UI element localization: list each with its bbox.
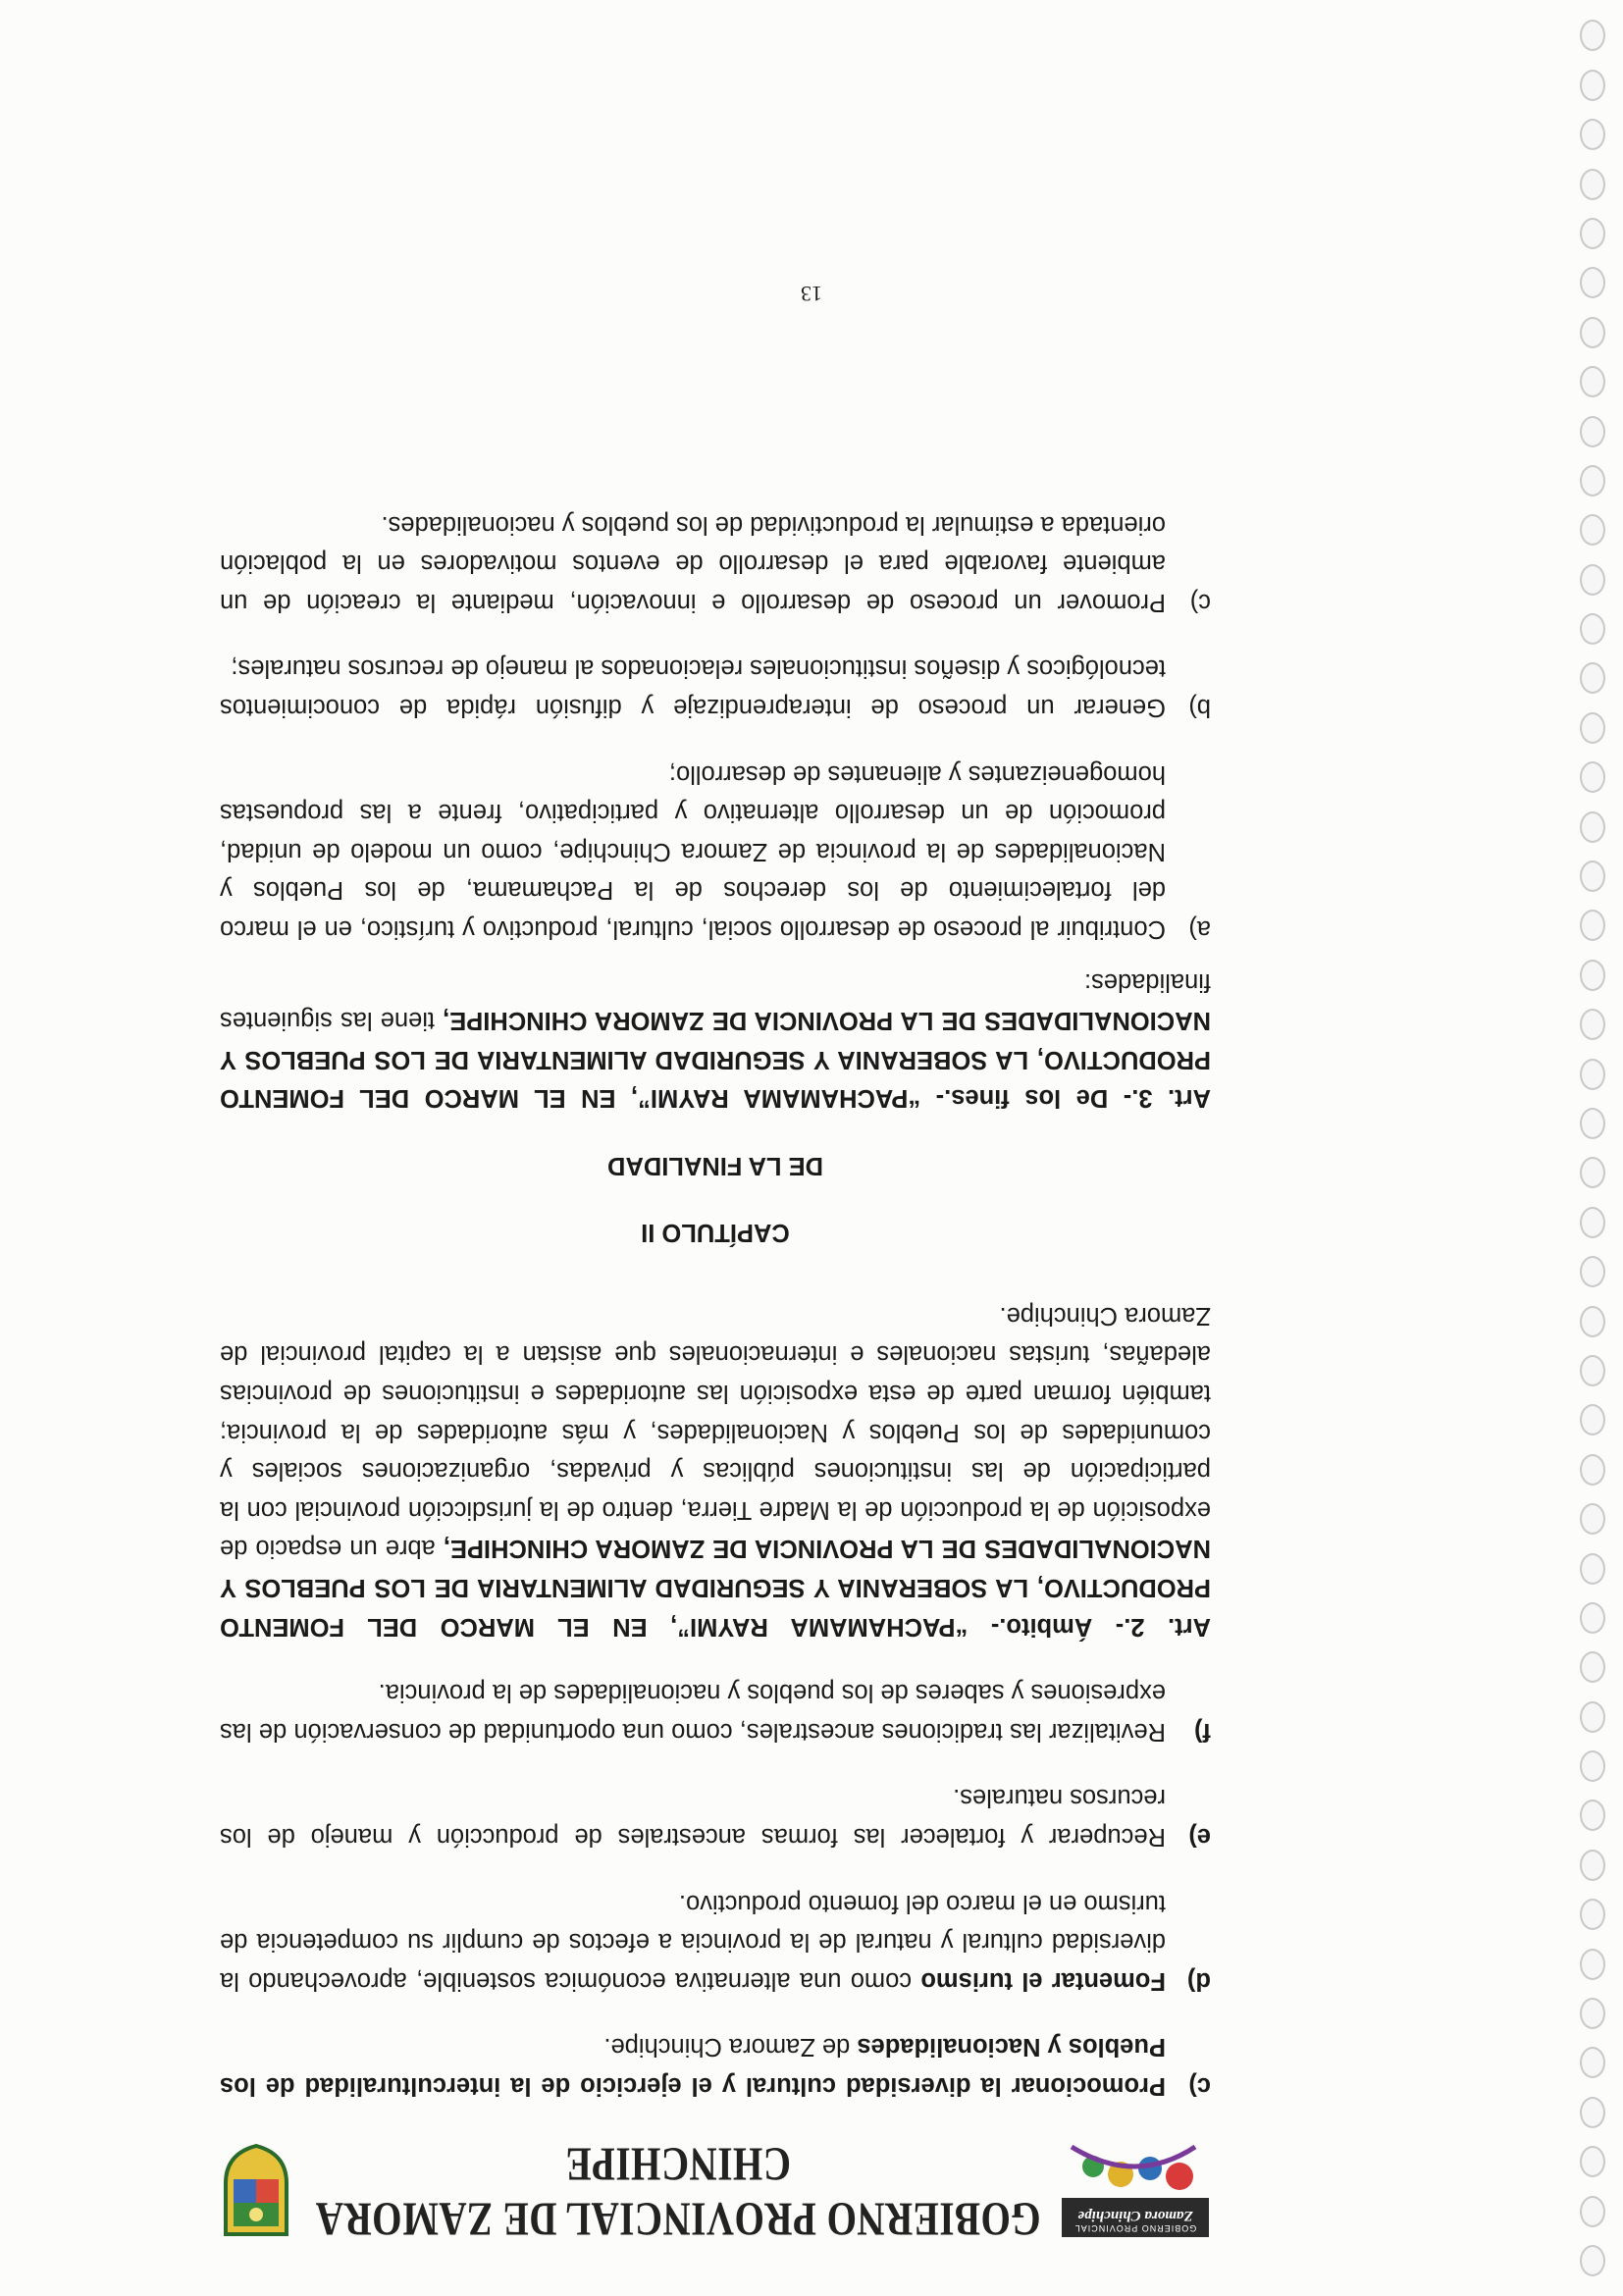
- list-item-text: [220, 2027, 1166, 2105]
- article-3-heading: Art. 3.- De los fines.- “PACHAMAMA RAYMI”, EN EL MARCO DEL FOMENTO PRODUCTIVO, LA SOBERANIA Y SEGURIDAD ALIMENTARIA DE LOS PUEBLOS Y NACIONALIDADES DE LA PROVINCIA DE ZAMORA CHINCHIPE,: [220, 1007, 1211, 1113]
- list-marker: b): [1188, 693, 1211, 721]
- list-item-rest: Recuperar y fortalecer las formas ancestrales de producción y manejo de los recursos naturales.: [220, 1784, 1166, 1852]
- binding-hole: [1580, 2245, 1605, 2276]
- list-item: [220, 1673, 1211, 1750]
- logo-subtitle: GOBIERNO PROVINCIAL: [1073, 2223, 1197, 2233]
- binding-hole: [1580, 2047, 1605, 2078]
- article-3-body: tiene las siguientes finalidades:: [220, 967, 1211, 1035]
- binding-hole: [1580, 960, 1605, 991]
- binding-hole: [1580, 1404, 1605, 1435]
- list-item-rest: Revitalizar las tradiciones ancestrales, como una oportunidad de conservación de las expresiones y saberes de los pueblos y nacionalidades de la provincia.: [220, 1679, 1166, 1746]
- list-item-text: [220, 1883, 1166, 2000]
- chapter-heading: CAPÍTULO II: [641, 1219, 790, 1247]
- list-item-text: Promover un proceso de desarrollo e innovación, mediante la creación de un ambiente favorable para el desarrollo de eventos motivadores en la población orientada a estimular la productividad de los pueblos y nacionalidades.: [220, 510, 1166, 616]
- header-title: GOBIERNO PROVINCIAL DE ZAMORA CHINCHIPE: [315, 2137, 1041, 2245]
- list-item: [220, 2027, 1211, 2105]
- page-header: [218, 2137, 1209, 2245]
- binding-hole: [1580, 712, 1605, 744]
- binding-hole: [1580, 1899, 1605, 1930]
- binding-hole: [1580, 1998, 1605, 2029]
- list-marker: f): [1194, 1717, 1211, 1746]
- article-2-body: abre un espacio de exposición de la producción de la Madre Tierra, dentro de la jurisdicción provincial con la participación de las instituciones públicas y privadas, organizaciones sociales y comunidades de los Pueblos y Nacionalidades, y más autoridades de la provincia; también forman parte de esta exposición las autoridades e instituciones de provincias aledañas, turistas nacionales e internacionales que asistan a la capital provincial de Zamora Chinchipe.: [220, 1301, 1211, 1563]
- list-item-text: [220, 1673, 1166, 1750]
- binding-hole: [1580, 2146, 1605, 2177]
- list-marker: e): [1188, 1823, 1211, 1852]
- binding-hole: [1580, 1503, 1605, 1535]
- binding-hole: [1580, 1651, 1605, 1683]
- binding-hole: [1580, 663, 1605, 695]
- binding-hole: [1580, 416, 1605, 447]
- list-item-lead: Promocionar la diversidad cultural y el ejercicio de la interculturalidad de los Pueblos y Nacionalidades: [220, 2033, 1166, 2100]
- list-marker: a): [1188, 914, 1211, 943]
- binding-hole: [1580, 613, 1605, 645]
- binding-hole: [1580, 366, 1605, 397]
- binding-hole: [1580, 169, 1605, 200]
- list-item: [220, 1883, 1211, 2000]
- binding-hole: [1580, 1750, 1605, 1782]
- binding-hole: [1580, 1454, 1605, 1486]
- page-number: 13: [801, 282, 822, 306]
- binding-hole: [1580, 2196, 1605, 2227]
- article-2: [220, 1295, 1211, 1644]
- government-logo-icon: [1062, 2137, 1209, 2245]
- list-item-rest: como una alternativa económica sostenible, aprovechando la diversidad cultural y natural de la provincia a efectos de cumplir su competencia de turismo en el marco del fomento productivo.: [220, 1889, 1166, 1995]
- binding-hole: [1580, 1306, 1605, 1337]
- list-marker: d): [1186, 1966, 1211, 1995]
- list-item: [220, 504, 1211, 621]
- binding-hole: [1580, 1602, 1605, 1634]
- binding-hole: [1580, 910, 1605, 941]
- binding-hole: [1580, 1059, 1605, 1090]
- binding-hole: [1580, 317, 1605, 348]
- binding-hole: [1580, 1800, 1605, 1831]
- article-2-heading: Art. 2.- Ámbito.- “PACHAMAMA RAYMI”, EN EL MARCO DEL FOMENTO PRODUCTIVO, LA SOBERANIA Y SEGURIDAD ALIMENTARIA DE LOS PUEBLOS Y NACIONALIDADES DE LA PROVINCIA DE ZAMORA CHINCHIPE,: [220, 1535, 1211, 1641]
- list-item-text: Contribuir al proceso de desarrollo social, cultural, productivo y turístico, en el marco del fortalecimiento de los derechos de la Pachamama, de los Pueblos y Nacionalidades de la provincia de Zamora Chinchipe, como un modelo de unidad, promoción de un desarrollo alternativo y participativo, frente a las propuestas homogeneizantes y alienantes de desarrollo;: [220, 759, 1166, 943]
- binding-hole: [1580, 70, 1605, 101]
- logo-banner: [1062, 2198, 1209, 2237]
- provincial-crest-icon: [218, 2142, 294, 2240]
- list-item-text: [220, 1778, 1166, 1855]
- binding-hole: [1580, 1256, 1605, 1287]
- list-item: [220, 1778, 1211, 1855]
- list-item-text: Generar un proceso de interaprendizaje y difusión rápida de conocimientos tecnológicos y diseños institucionales relacionados al manejo de recursos naturales;: [220, 654, 1166, 721]
- binding-hole: [1580, 564, 1605, 596]
- binding-hole: [1580, 1949, 1605, 1980]
- binding-hole: [1580, 1850, 1605, 1881]
- binding-hole: [1580, 1701, 1605, 1733]
- binding-hole: [1580, 119, 1605, 150]
- binding-hole: [1580, 1108, 1605, 1139]
- logo-name: Zamora Chinchipe: [1077, 2208, 1193, 2223]
- binding-hole: [1580, 1207, 1605, 1238]
- list-item: [220, 754, 1211, 948]
- article-3: [220, 962, 1211, 1117]
- binding-hole: [1580, 1157, 1605, 1188]
- binding-hole: [1580, 1009, 1605, 1040]
- binding-hole: [1580, 761, 1605, 793]
- list-item-rest: de Zamora Chinchipe.: [603, 2033, 858, 2061]
- binding-hole: [1580, 861, 1605, 892]
- list-item-lead: Fomentar el turismo: [920, 1966, 1166, 1995]
- binding-hole: [1580, 20, 1605, 51]
- list-marker: c): [1188, 2072, 1211, 2100]
- binding-hole: [1580, 2097, 1605, 2128]
- binding-hole: [1580, 514, 1605, 546]
- spiral-binding-holes: [1566, 20, 1605, 2276]
- document-body: [220, 477, 1211, 2105]
- binding-hole: [1580, 1553, 1605, 1585]
- binding-hole: [1580, 1355, 1605, 1386]
- list-item: [220, 649, 1211, 726]
- binding-hole: [1580, 465, 1605, 496]
- binding-hole: [1580, 218, 1605, 249]
- binding-hole: [1580, 811, 1605, 843]
- list-marker: c): [1189, 588, 1211, 616]
- chapter-title: DE LA FINALIDAD: [606, 1152, 824, 1180]
